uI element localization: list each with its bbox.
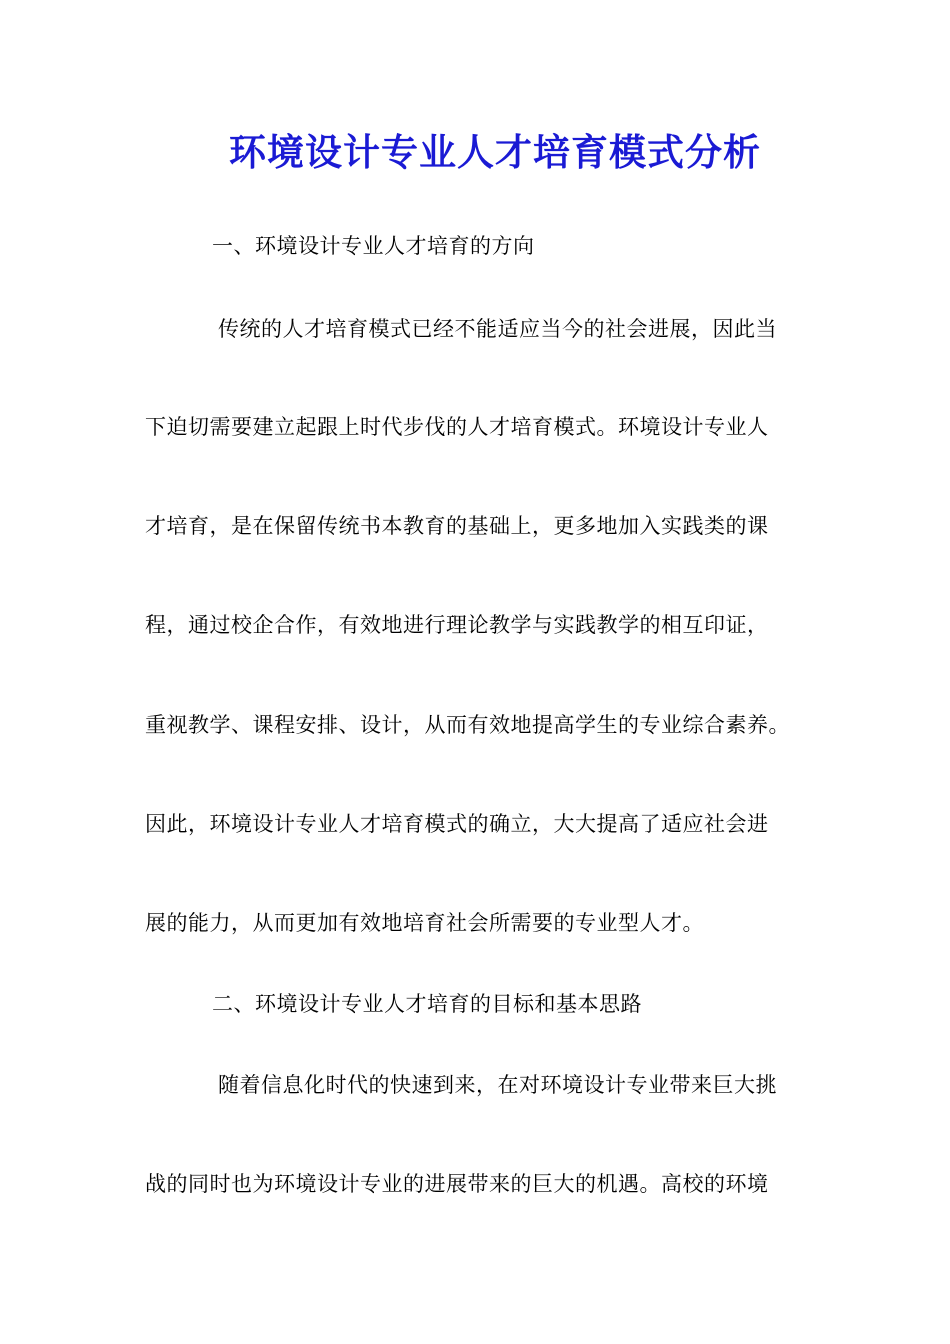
document-title: 环境设计专业人才培育模式分析	[229, 130, 761, 174]
paragraph-line: 重视教学、课程安排、设计，从而有效地提高学生的专业综合素养。	[145, 713, 790, 737]
paragraph-line: 展的能力，从而更加有效地培育社会所需要的专业型人才。	[145, 911, 704, 935]
paragraph-line: 随着信息化时代的快速到来，在对环境设计专业带来巨大挑	[218, 1073, 777, 1097]
paragraph-line: 下迫切需要建立起跟上时代步伐的人才培育模式。环境设计专业人	[145, 415, 769, 439]
paragraph-line: 传统的人才培育模式已经不能适应当今的社会进展，因此当	[218, 317, 777, 341]
section-heading-2: 二、环境设计专业人才培育的目标和基本思路	[212, 992, 642, 1016]
section-heading-1: 一、环境设计专业人才培育的方向	[212, 234, 535, 258]
paragraph-line: 才培育，是在保留传统书本教育的基础上，更多地加入实践类的课	[145, 514, 769, 538]
paragraph-line: 因此，环境设计专业人才培育模式的确立，大大提高了适应社会进	[145, 812, 769, 836]
paragraph-line: 战的同时也为环境设计专业的进展带来的巨大的机遇。高校的环境	[145, 1172, 769, 1196]
paragraph-line: 程，通过校企合作，有效地进行理论教学与实践教学的相互印证，	[145, 613, 769, 637]
